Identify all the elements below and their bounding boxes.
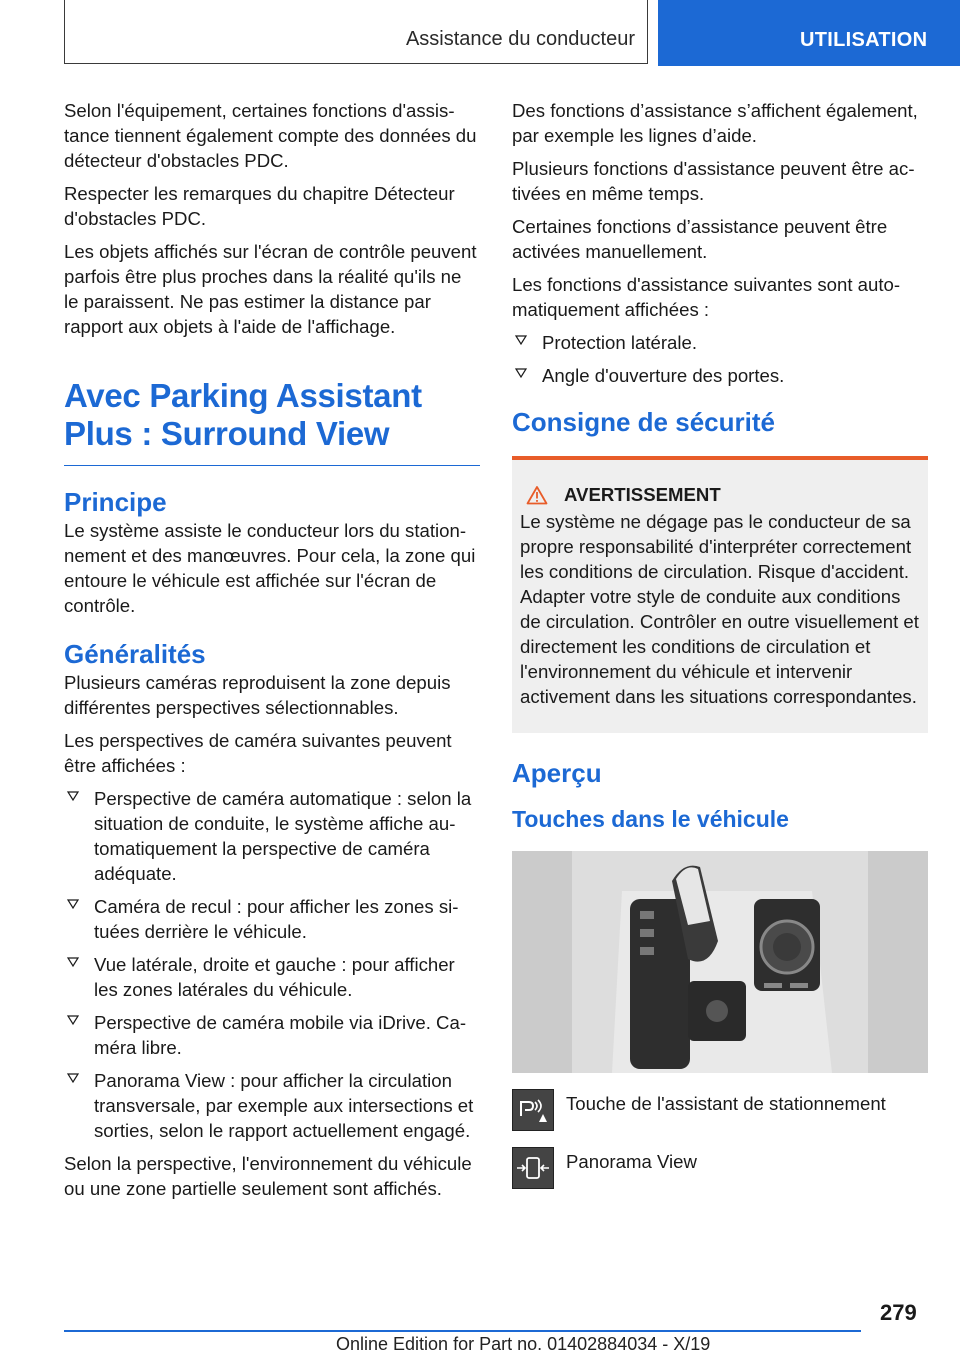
triangle-bullet-icon [66,1071,80,1085]
panorama-view-label: Panorama View [566,1151,697,1172]
intro-paragraph-3: Les objets affichés sur l'écran de contrôle peuvent parfois être plus proches dans la réalité qu'ils ne le paraissent. Ne pas estimer la distance par rapport aux objets à l'aide de l'affichage. [64,241,477,337]
list-item [64,1010,480,1060]
list-item-text: Perspective de caméra mobile via iDrive. Caméra libre. [94,1012,467,1058]
right-column [512,98,928,1189]
panorama-view-icon [512,1147,554,1189]
warning-header [520,482,920,507]
right-paragraph-1: Des fonctions d’assistance s’affichent également, par exemple les lignes d’aide. [512,100,918,146]
generalites-paragraph-1: Plusieurs caméras reproduisent la zone depuis différentes perspectives sélectionnables. [64,672,451,718]
console-photo [512,851,928,1073]
triangle-bullet-icon [514,333,528,347]
intro-paragraph-1: Selon l'équipement, certaines fonctions d'assistance tiennent également compte des données du détecteur d'obstacles PDC. [64,100,477,171]
right-paragraph-3: Certaines fonctions d’assistance peuvent être activées manuellement. [512,216,888,262]
apercu-heading: Aperçu [512,758,602,788]
list-item-text: Perspective de caméra automatique : selon la situation de conduite, le système affiche automatiquement la perspective de caméra adéquate. [94,788,472,884]
warning-title: AVERTISSEMENT [564,484,721,505]
principe-heading: Principe [64,487,167,517]
list-item [512,330,928,355]
list-item-text: Panorama View : pour afficher la circulation transversale, par exemple aux intersections et sorties, selon le rapport actuellement engagé. [94,1070,474,1141]
panorama-view-button-legend [512,1147,928,1189]
parking-assistant-icon [512,1089,554,1131]
warning-triangle-icon [526,485,548,505]
auto-functions-list [512,330,928,388]
parking-assistant-button-legend [512,1089,928,1131]
right-paragraph-4: Les fonctions d'assistance suivantes sont automatiquement affichées : [512,274,901,320]
list-item [64,1068,480,1143]
closing-paragraph: Selon la perspective, l'environnement du véhicule ou une zone partielle seulement sont affichés. [64,1153,472,1199]
warning-box [512,456,928,733]
header-chapter-label: UTILISATION [800,29,928,51]
footer-divider [64,1330,861,1332]
header-chapter-tab [658,0,960,66]
list-item [64,952,480,1002]
principe-paragraph: Le système assiste le conducteur lors du stationnement et des manœuvres. Pour cela, la zone qui entoure le véhicule est affichée sur l'écran de contrôle. [64,520,476,616]
header-section-box [64,0,648,64]
list-item-text: Vue latérale, droite et gauche : pour afficher les zones latérales du véhicule. [94,954,455,1000]
right-paragraph-2: Plusieurs fonctions d'assistance peuvent être activées en même temps. [512,158,915,204]
generalites-paragraph-2: Les perspectives de caméra suivantes peuvent être affichées : [64,730,452,776]
triangle-bullet-icon [66,1013,80,1027]
intro-paragraph-2: Respecter les remarques du chapitre Détecteur d'obstacles PDC. [64,183,455,229]
left-column [64,98,480,1209]
warning-text: Le système ne dégage pas le conducteur de sa propre responsabilité d'interpréter correctement les conditions de circulation. Risque d'accident. Adapter votre style de conduite aux conditions de circulation. Contrôler en outre visuellement et directement les conditions de circulation et l'environnement du véhicule et intervenir activement dans les situations correspondantes. [520,511,919,707]
triangle-bullet-icon [66,789,80,803]
triangle-bullet-icon [66,897,80,911]
triangle-bullet-icon [514,366,528,380]
list-item [512,363,928,388]
touches-heading: Touches dans le véhicule [512,806,789,832]
page-header [0,0,960,66]
safety-heading: Consigne de sécurité [512,407,775,437]
triangle-bullet-icon [66,955,80,969]
list-item [64,894,480,944]
list-item-text: Caméra de recul : pour afficher les zones situées derrière le véhicule. [94,896,459,942]
parking-assistant-label: Touche de l'assistant de stationnement [566,1093,886,1114]
list-item-text: Angle d'ouverture des portes. [542,365,785,386]
camera-perspectives-list [64,786,480,1143]
chapter-title: Avec Parking Assistant Plus : Surround View [64,377,480,466]
center-console-illustration [512,851,928,1073]
generalites-heading: Généralités [64,639,206,669]
list-item-text: Protection latérale. [542,332,698,353]
list-item [64,786,480,886]
header-section-title: Assistance du conducteur [405,28,635,50]
footer-edition-text: Online Edition for Part no. 01402884034 - X/19 [336,1334,711,1354]
page-number: 279 [880,1300,917,1325]
